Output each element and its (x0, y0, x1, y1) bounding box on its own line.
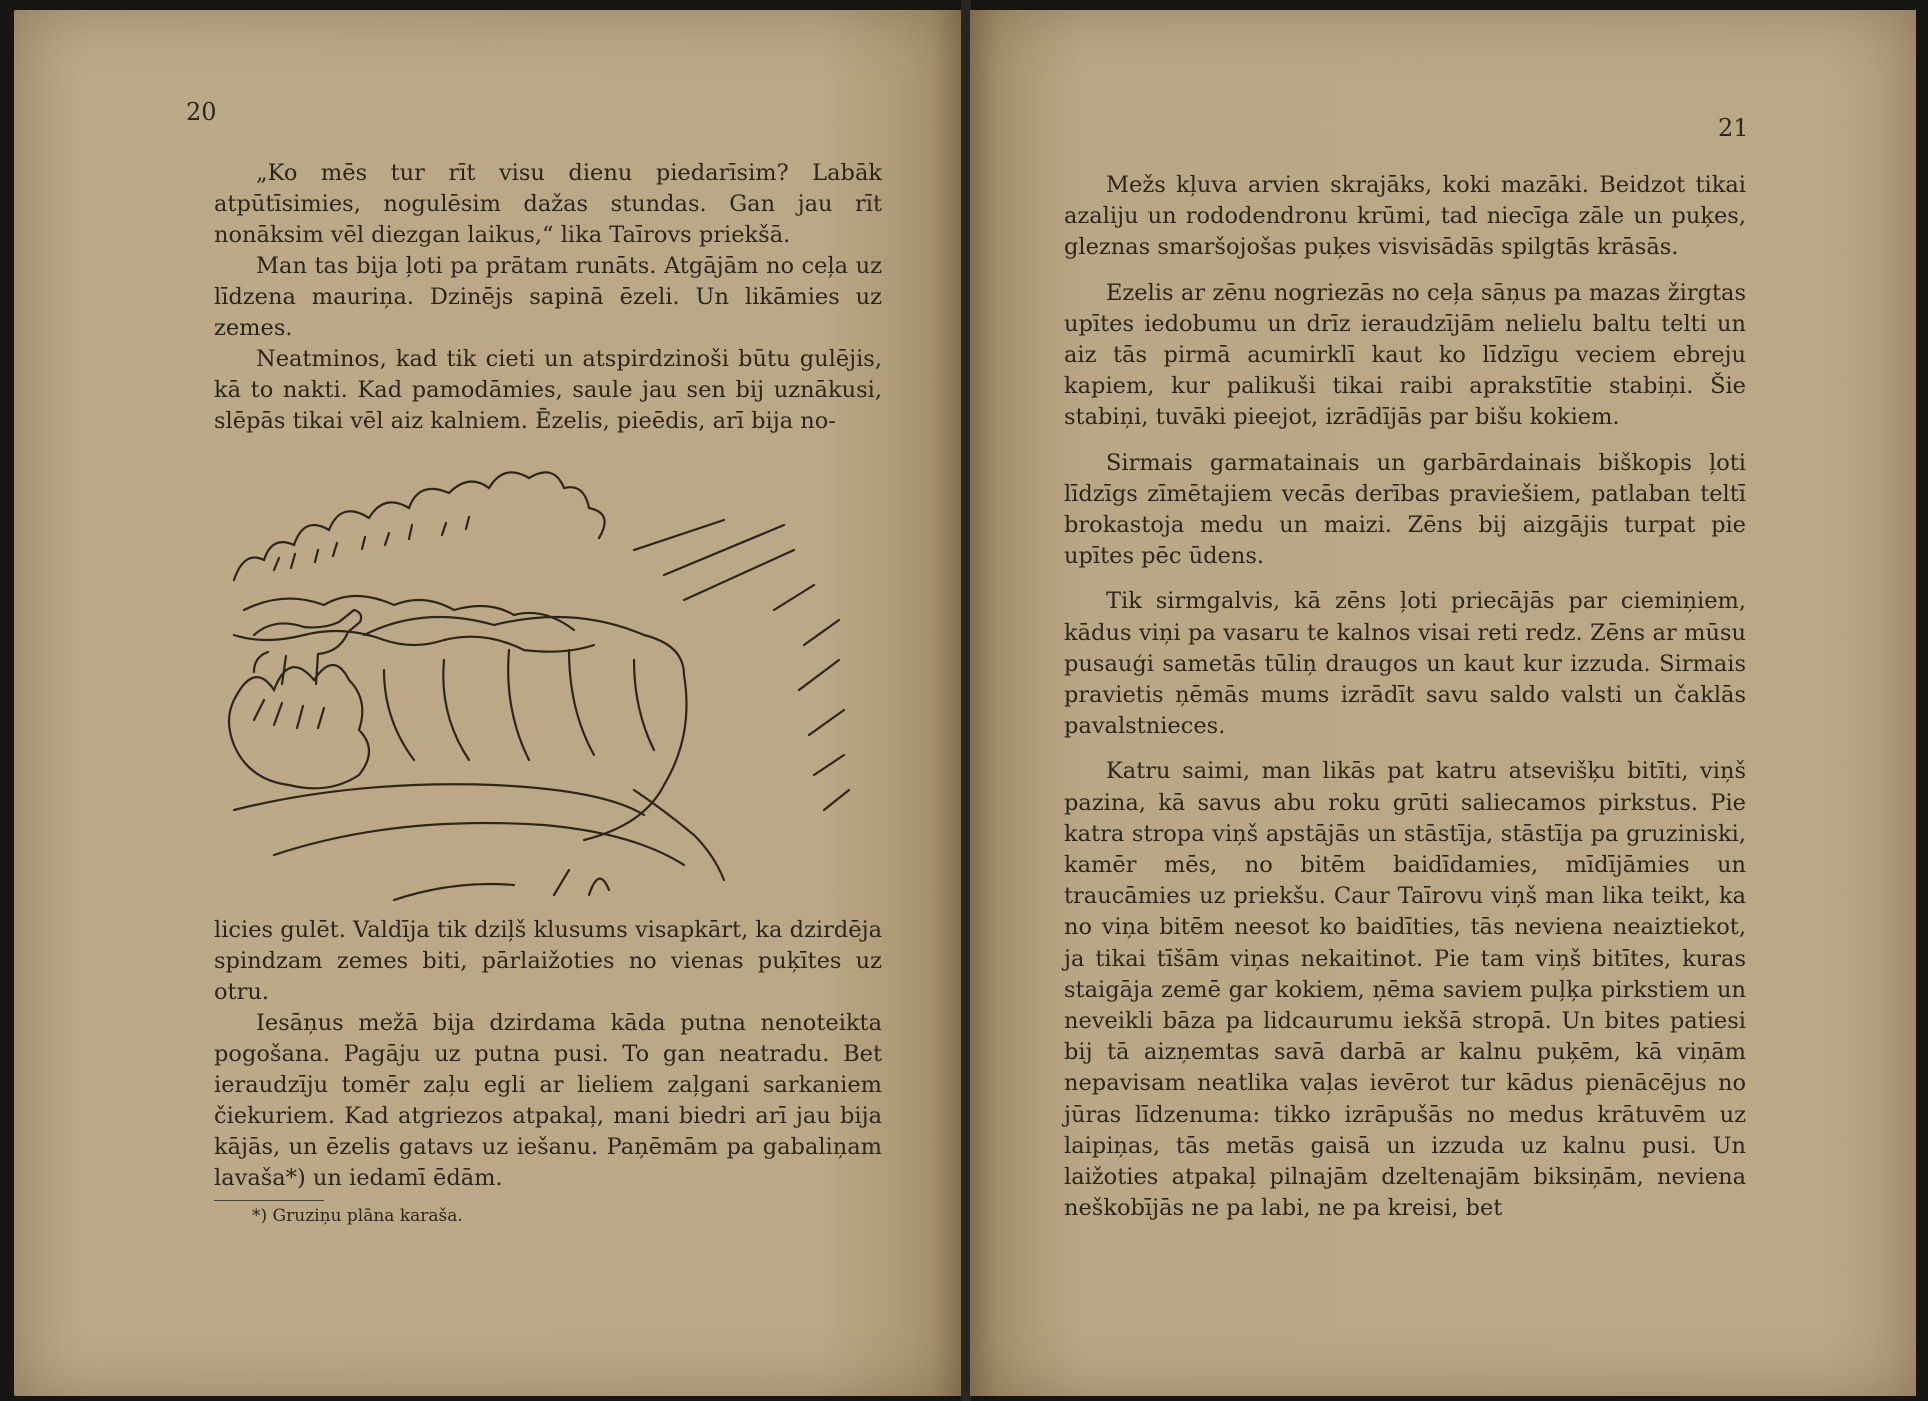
paragraph: Katru saimi, man likās pat katru atsevišķu bitīti, viņš pazina, kā savus abu roku grūti saliecamos pirkstus. Pie katra stropa viņš apstājās un stāstīja, stāstīja pa gruziniski, kamēr mēs, no bitēm baidīdamies, mīdījāmies un traucāmies uz priekšu. Caur Taīrovu viņš man lika teikt, ka no viņa bitēm neesot ko baidīties, tās neviena neaiztiekot, ja tikai tīšām viņas nekaitinot. Pie tam viņš bitītes, kuras staigāja zemē gar kokiem, ņēma saviem puļķa pirkstiem un neveikli bāza pa lidcaurumu iekšā stropā. Un bites patiesi bij tā aizņemtas savā darbā ar kalnu puķēm, kā viņām nepavisam neatlika vaļas ievērot tur kādus pienācējus no jūras līdzenuma: tikko izrāpušās no medus krātuvēm uz laipiņas, tās metās gaisā un izzuda uz kalnu pusi. Un laižoties atpakaļ pilnajām dzeltenajām biksiņām, neviena neškobījās ne pa labi, ne pa kreisi, bet (1064, 758, 1746, 1222)
page-number-left: 20 (186, 98, 217, 126)
right-text (1064, 170, 1746, 1225)
left-page (14, 10, 962, 1396)
footnote: *) Gruziņu plāna karaša. (252, 1206, 463, 1226)
right-page (970, 10, 1916, 1396)
paragraph: Sirmais garmatainais un garbārdainais biškopis ļoti līdzīgs zīmētajiem vecās derības praviešiem, patlaban teltī brokastoja medu un maizi. Zēns bij aizgājis turpat pie upītes pēc ūdens. (1064, 449, 1746, 570)
paragraph: „Ko mēs tur rīt visu dienu piedarīsim? Labāk atpūtīsimies, nogulēsim dažas stundas. Gan jau rīt nonāksim vēl diezgan laikus,“ lika Taīrovs priekšā. (214, 160, 882, 248)
paragraph: licies gulēt. Valdīja tik dziļš klusums visapkārt, ka dzirdēja spindzam zemes biti, pārlaižoties no vienas puķītes uz otru. (214, 917, 882, 1005)
paragraph: Neatminos, kad tik cieti un atspirdzinoši būtu gulējis, kā to nakti. Kad pamodāmies, saule jau sen bij uznākusi, slēpās tikai vēl aiz kalniem. Ēzelis, pieēdis, arī bija no- (214, 346, 882, 434)
page-number-right: 21 (1718, 114, 1749, 142)
paragraph: Iesāņus mežā bija dzirdama kāda putna nenoteikta pogošana. Pagāju uz putna pusi. To gan neatradu. Bet ieraudzīju tomēr zaļu egli ar lieliem zaļgani sarkaniem čiekuriem. Kad atgriezos atpakaļ, mani biedri arī jau bija kājās, un ēzelis gatavs uz iešanu. Paņēmām pa gabaliņam lavaša*) un iedamī ēdām. (214, 1010, 882, 1191)
paragraph: Man tas bija ļoti pa prātam runāts. Atgājām no ceļa uz līdzena mauriņa. Dzinējs sapinā ēzeli. Un likāmies uz zemes. (214, 253, 882, 341)
footnote-rule (214, 1200, 324, 1201)
mountain-road-illustration (214, 460, 894, 905)
left-text-bottom (214, 915, 882, 1194)
paragraph: Tik sirmgalvis, kā zēns ļoti priecājās par ciemiņiem, kādus viņi pa vasaru te kalnos visai reti redz. Zēns ar mūsu pusauģi sametās tūliņ draugos un kaut kur izzuda. Sirmais pravietis ņēmās mums izrādīt savu saldo valsti un čaklās pavalstnieces. (1064, 588, 1746, 740)
left-text-top (214, 158, 882, 437)
paragraph: Mežs kļuva arvien skrajāks, koki mazāki. Beidzot tikai azaliju un rododendronu krūmi, tad niecīga zāle un puķes, gleznas smaršojošas puķes visvisādās spilgtās krāsās. (1064, 172, 1746, 261)
paragraph: Ezelis ar zēnu nogriezās no ceļa sāņus pa mazas žirgtas upītes iedobumu un drīz ieraudzījām nelielu baltu telti un aiz tās pirmā acumirklī kaut ko līdzīgu veciem ebreju kapiem, kur palikuši tikai raibi aprakstītie stabiņi. Šie stabiņi, tuvāki pieejot, izrādījās par bišu kokiem. (1064, 279, 1746, 431)
